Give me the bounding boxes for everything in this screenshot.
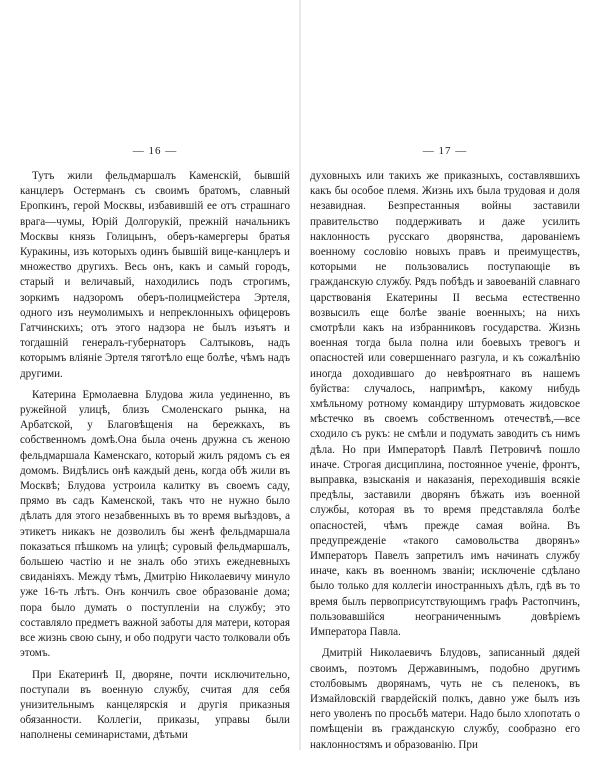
paragraph: Дмитрій Николаевичъ Блудовъ, записанный дядей своимъ, поэтомъ Державинымъ, подобно другимъ столбовымъ дворянамъ, чуть не съ пеленокъ, въ Измайловскій гвардейскій полкъ, давно уже былъ изъ него уволенъ по просьбѣ матери. Надо было хлопотать о помѣщеніи въ гражданскую службу, сообразно его наклонностямъ и образованію. При [310,647,580,751]
paragraph: Катерина Ермолаевна Блудова жила уединенно, въ ружейной улицѣ, близъ Смоленскаго рынка, на Арбатской, у Благовѣщенія на бережкахъ, въ собственномъ домѣ.Она была очень дружна съ женою фельдмаршала Каменскаго, который жилъ рядомъ съ ея домомъ. Видѣлись онѣ каждый день, когда обѣ жили въ Москвѣ; Блудова устроила калитку въ своемъ саду, прямо въ садъ Каменской, такъ что не нужно было дѣлать для этого незабвенныхъ въ то время выѣздовъ, а этикетъ никакъ не дозволилъ бы женѣ фельдмаршала показаться пѣшкомъ на улицѣ; суровый фельдмаршалъ, большею частію и не зналъ обо этихъ ежедневныхъ свиданіяхъ. Между тѣмъ, Дмитрію Николаевичу минуло уже 16-ть лѣтъ. Онъ кончилъ свое образованіе дома; пора было думать о поступленіи на службу; это составляло предметъ важной заботы для матери, которая все жизнь свою сыну, и обо подруги часто толковали объ этомъ. [20,388,290,660]
paragraph: духовныхъ или такихъ же приказныхъ, составлявшихъ какъ бы особое племя. Жизнь ихъ была трудовая и доля незавидная. Безпрестанныя войны заставили правительство поддерживать и даже усилить наклонность русскаго дворянства, дарованіемъ военному сословію новыхъ правъ и преимуществъ, которыми не пользовались поступающіе въ гражданскую службу. Рядъ побѣдъ и завоеваній славнаго царствованія Екатерины II весьма естественно возвысилъ еще болѣе званіе военныхъ; на нихъ смотрѣли какъ на избранниковъ государства. Жизнь военная тогда была полна или боевыхъ тревогъ и опасностей или совершеннаго разгула, и къ сожалѣнію иногда доходившаго до невѣроятнаго въ нашемъ буйства: случалось, напримѣръ, какому нибудь хмѣльному ротному командиру штурмовать жидовское мѣстечко въ своемъ собственномъ отечествѣ,—все сходило съ рукъ: не смѣли и подумать заводить съ нимъ дѣла. Но при Императорѣ Павлѣ Петровичѣ пошло иначе. Строгая дисциплина, постоянное ученіе, фронтъ, выправка, взысканія и наказанія, переходившія всякіе предѣлы, заставили дворянъ бѣжать изъ военной службы, которая въ то время представляла болѣе опасностей, чѣмъ прежде самая война. Въ предупрежденіе «такого самовольства дворянъ» Императоръ Павелъ запретилъ имъ начинать службу иначе, какъ въ военномъ званіи; исключеніе сдѣлано было только для коллегіи иностранныхъ дѣлъ, гдѣ въ то время былъ первоприсутствующимъ графъ Растопчинъ, пользовавшійся неограниченнымъ довѣріемъ Императора Павла. [310,170,580,639]
right-page [310,145,580,759]
left-page [20,145,290,750]
paragraph: При Екатеринѣ II, дворяне, почти исключительно, поступали въ военную службу, считая для себя унизительнымъ канцелярскія и другія приказныя обязанности. Коллегіи, приказы, управы были наполнены семинаристами, дѣтьми [20,668,290,742]
page-gutter [299,0,301,750]
page-number-right: — 17 — [422,145,468,157]
page-number-left: — 16 — [132,145,178,157]
paragraph: Тутъ жили фельдмаршалъ Каменскій, бывшій канцлеръ Остерманъ съ своимъ братомъ, славный Еропкинъ, герой Москвы, избавившій ее отъ страшнаго врага—чумы, Юрій Долгорукій, прежній начальникъ Москвы князь Голицынъ, оберъ-камергеры братья Куракины, изъ которыхъ одинъ бывшій вице-канцлеръ и множество другихъ. Весь онъ, какъ и самый городъ, старый и величавый, находились подъ строгимъ, зоркимъ надзоромъ оберъ-полицмейстера Эртеля, одного изъ неумолимыхъ и непреклонныхъ офицеровъ Гатчинскихъ; отъ этого надзора не былъ изъятъ и тогдашній генералъ-губернаторъ Салтыковъ, надъ которымъ вліяніе Эртеля тяготѣло еще болѣе, чѣмъ надъ другими. [20,170,290,380]
